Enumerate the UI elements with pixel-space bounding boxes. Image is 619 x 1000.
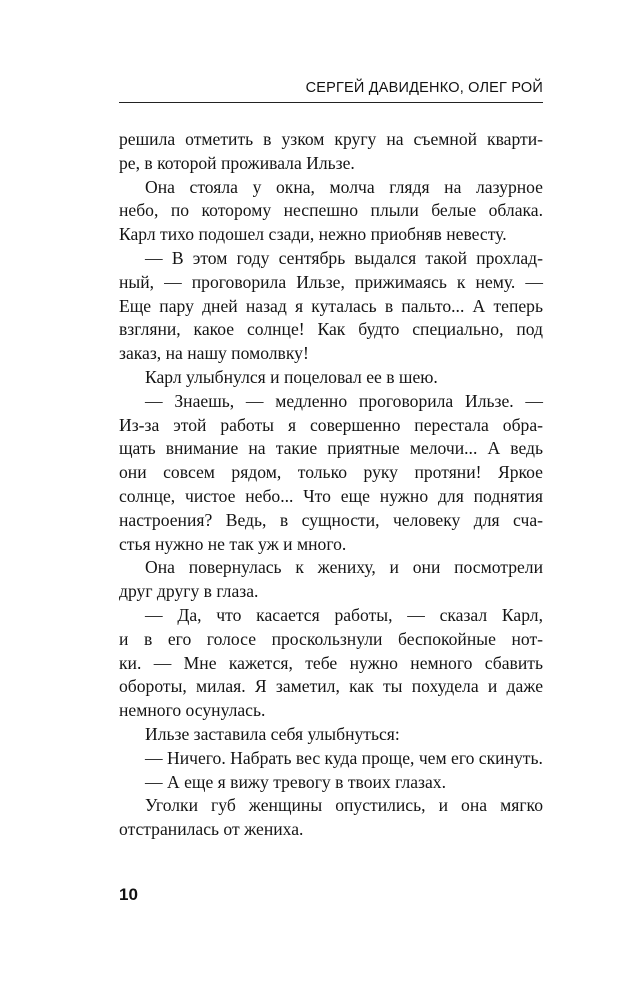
text-line: взгляни, какое солнце! Как будто специально, под [119, 319, 543, 340]
paragraph [119, 128, 543, 176]
header-rule [119, 102, 543, 103]
paragraph [119, 390, 543, 557]
text-line: отстранилась от жениха. [119, 819, 304, 840]
text-line: — Знаешь, — медленно проговорила Ильзе. — [145, 390, 543, 411]
paragraph [119, 366, 543, 390]
text-line: стья нужно не так уж и много. [119, 533, 347, 554]
text-line: Карл тихо подошел сзади, нежно приобняв невесту. [119, 224, 507, 245]
text-line: заказ, на нашу помолвку! [119, 343, 309, 364]
paragraph [119, 604, 543, 723]
text-line: щать внимание на такие приятные мелочи... А ведь [119, 438, 543, 459]
text-line: настроения? Ведь, в сущности, человеку для сча- [119, 509, 543, 530]
text-line: друг другу в глаза. [119, 581, 259, 602]
text-line: Ильзе заставила себя улыбнуться: [145, 723, 400, 744]
text-line: ре, в которой проживала Ильзе. [119, 152, 355, 173]
paragraph [119, 771, 543, 795]
text-line: Из-за этой работы я совершенно перестала обра- [119, 414, 543, 435]
paragraph [119, 723, 543, 747]
text-line: — В этом году сентябрь выдался такой прохлад- [145, 247, 543, 268]
body-text [119, 128, 543, 842]
text-line: обороты, милая. Я заметил, как ты похудела и даже [119, 676, 543, 697]
text-line: небо, по которому неспешно плыли белые облака. [119, 200, 543, 221]
text-line: Еще пару дней назад я куталась в пальто... А теперь [119, 295, 543, 316]
text-line: ки. — Мне кажется, тебе нужно немного сбавить [119, 652, 543, 673]
text-line: — А еще я вижу тревогу в твоих глазах. [145, 771, 446, 792]
text-line: решила отметить в узком кругу на съемной кварти- [119, 129, 543, 149]
text-line: Она повернулась к жениху, и они посмотрели [145, 557, 543, 578]
text-line: Карл улыбнулся и поцеловал ее в шею. [145, 366, 438, 387]
page-number: 10 [119, 885, 138, 904]
running-header: СЕРГЕЙ ДАВИДЕНКО, ОЛЕГ РОЙ [305, 80, 543, 96]
text-line: — Да, что касается работы, — сказал Карл, [145, 604, 543, 625]
text-line: — Ничего. Набрать вес куда проще, чем его скинуть. [145, 747, 543, 768]
text-line: ный, — проговорила Ильзе, прижимаясь к нему. — [119, 271, 543, 292]
paragraph [119, 794, 543, 842]
text-line: они совсем рядом, только руку протяни! Яркое [119, 462, 543, 483]
paragraph [119, 747, 543, 771]
text-line: Она стояла у окна, молча глядя на лазурное [145, 176, 543, 197]
text-line: немного осунулась. [119, 700, 266, 721]
paragraph [119, 556, 543, 604]
text-line: и в его голосе проскользнули беспокойные нот- [119, 628, 543, 649]
text-line: солнце, чистое небо... Что еще нужно для поднятия [119, 485, 543, 506]
paragraph [119, 176, 543, 247]
text-line: Уголки губ женщины опустились, и она мягко [145, 795, 543, 816]
paragraph [119, 247, 543, 366]
